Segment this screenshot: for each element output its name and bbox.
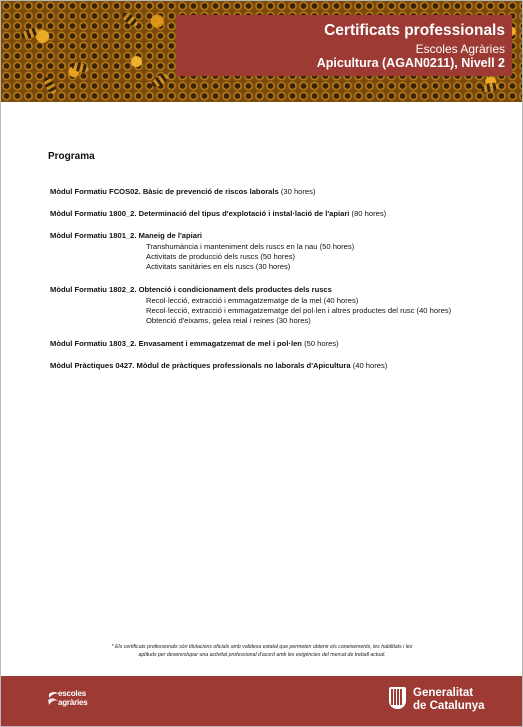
module-list xyxy=(50,187,512,383)
course-name: Apicultura (AGAN0211), Nivell 2 xyxy=(316,56,505,70)
module-title: Mòdul Formatiu FCOS02. Bàsic de prevenció de riscos laborals xyxy=(50,187,279,196)
generalitat-logo-line: de Catalunya xyxy=(413,699,485,712)
module-hours: (80 hores) xyxy=(351,209,387,218)
module-unit: Activitats sanitàries en els ruscs (30 hores) xyxy=(146,262,291,271)
module-unit: Transhumància i manteniment dels ruscs en la nau (50 hores) xyxy=(146,242,355,251)
module-hours: (40 hores) xyxy=(352,361,388,370)
module-unit: Recol·lecció, extracció i emmagatzematge del pol·len i altres productes del rusc (40 hores) xyxy=(146,306,452,315)
escoles-logo-line: escoles xyxy=(58,689,86,698)
module-unit: Obtenció d'eixams, gelea reial i reines (30 hores) xyxy=(146,316,311,325)
module-item xyxy=(50,209,512,218)
page-title: Certificats professionals xyxy=(324,22,505,39)
bee-decoration xyxy=(70,61,90,74)
header-banner xyxy=(1,1,522,102)
module-title: Mòdul Formatiu 1803_2. Envasament i emmagatzemat de mel i pol·len xyxy=(50,339,302,348)
module-unit: Activitats de producció dels ruscs (50 hores) xyxy=(146,252,295,261)
programme-heading: Programa xyxy=(48,151,95,162)
title-box xyxy=(176,15,512,76)
escoles-logo-line: agràries xyxy=(58,698,88,707)
module-item xyxy=(50,231,512,272)
module-title: Mòdul Pràctiques 0427. Mòdul de pràctiques professionals no laborals d'Apicultura xyxy=(50,361,351,370)
module-unit: Recol·lecció, extracció i emmagatzematge de la mel (40 hores) xyxy=(146,296,359,305)
module-hours: (30 hores) xyxy=(280,187,316,196)
module-item xyxy=(50,187,512,196)
generalitat-shield-icon xyxy=(389,687,406,709)
module-item xyxy=(50,339,512,348)
page-subtitle: Escoles Agràries xyxy=(415,42,505,56)
module-hours: (50 hores) xyxy=(304,339,339,348)
footnote-line: aptituds per desenvolupar una activitat professional d'acord amb les exigències del mercat de treball actual. xyxy=(138,652,386,658)
bee-decoration xyxy=(480,82,499,94)
footnote-line: * Els certificats professionals són titulacions oficials amb validesa estatal que permeten obtenir els coneixements, les habilitats i les xyxy=(111,644,413,650)
module-item xyxy=(50,285,512,326)
footer-bar xyxy=(1,676,522,726)
module-title: Mòdul Formatiu 1800_2. Determinació del tipus d'explotació i instal·lació de l'apiari xyxy=(50,209,350,218)
bee-decoration xyxy=(120,10,140,28)
generalitat-logo xyxy=(389,687,509,717)
module-title: Mòdul Formatiu 1802_2. Obtenció i condicionament dels productes dels ruscs xyxy=(50,285,332,294)
generalitat-logo-line: Generalitat xyxy=(413,687,474,699)
module-item xyxy=(50,361,512,370)
bee-decoration xyxy=(20,26,40,41)
escoles-agraries-logo xyxy=(46,686,106,716)
module-title: Mòdul Formatiu 1801_2. Maneig de l'apiari xyxy=(50,231,203,240)
bee-decoration xyxy=(42,75,59,95)
bee-decoration xyxy=(150,72,170,90)
footnote xyxy=(50,643,474,659)
